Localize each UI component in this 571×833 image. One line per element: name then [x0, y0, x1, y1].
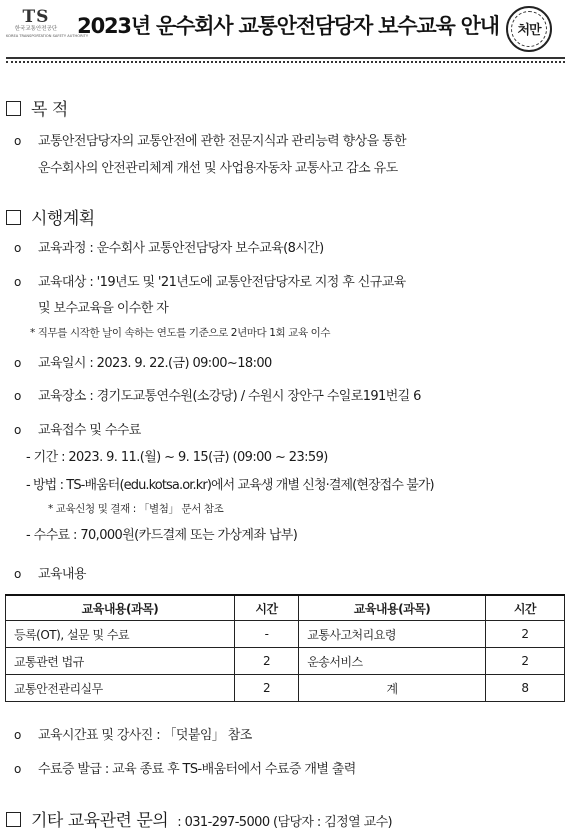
section-heading-plan: [6, 204, 95, 229]
header-dotted-divider: [6, 61, 565, 63]
table-cell: 8: [485, 675, 564, 702]
plan-method-note: * 교육신청 및 결재 : 「별첨」 문서 참조: [48, 503, 224, 515]
section-heading-text: 목 적: [31, 100, 68, 120]
circle-bullet-icon: o: [14, 356, 21, 370]
logo-subtitle-english: KOREA TRANSPORTATION SAFETY AUTHORITY: [6, 34, 89, 38]
circle-bullet-icon: o: [14, 423, 21, 437]
course-table: [5, 594, 565, 702]
section-contact: [6, 806, 392, 831]
square-bullet-icon: [6, 812, 21, 827]
purpose-line-2: 운수회사의 안전관리체계 개선 및 사업용자동차 교통사고 감소 유도: [38, 161, 398, 176]
table-header: 시간: [485, 595, 564, 621]
circle-bullet-icon: o: [14, 728, 21, 742]
circle-bullet-icon: o: [14, 134, 21, 148]
circle-bullet-icon: o: [14, 389, 21, 403]
section-heading-text: 기타 교육관련 문의: [31, 811, 169, 831]
circle-bullet-icon: o: [14, 762, 21, 776]
seal-text: 처만: [517, 23, 541, 38]
table-cell: -: [234, 621, 298, 648]
circle-bullet-icon: o: [14, 567, 21, 581]
table-header: 시간: [234, 595, 298, 621]
plan-target-note: * 직무를 시작한 날이 속하는 연도를 기준으로 2년마다 1회 교육 이수: [30, 327, 331, 339]
table-cell: 등록(OT), 설문 및 수료: [6, 621, 235, 648]
table-cell: 운송서비스: [299, 648, 486, 675]
plan-period: - 기간 : 2023. 9. 11.(월) ~ 9. 15(금) (09:00 ~ 23:59): [26, 450, 328, 465]
square-bullet-icon: [6, 210, 21, 225]
table-row: [6, 621, 565, 648]
table-cell: 교통안전관리실무: [6, 675, 235, 702]
plan-registration-text: 교육접수 및 수수료: [38, 423, 141, 438]
table-cell: 2: [485, 621, 564, 648]
square-bullet-icon: [6, 101, 21, 116]
plan-content-heading-text: 교육내용: [38, 567, 86, 582]
table-cell: 2: [234, 648, 298, 675]
plan-course-text: 교육과정 : 운수회사 교통안전담당자 보수교육(8시간): [38, 241, 324, 256]
plan-content-heading: [14, 563, 86, 582]
plan-target-text-1: 교육대상 : '19년도 및 '21년도에 교통안전담당자로 지정 후 신규교육: [38, 275, 406, 290]
schedule-reference: [14, 724, 252, 743]
purpose-text-1: 교통안전담당자의 교통안전에 관한 전문지식과 관리능력 향상을 통한: [38, 134, 406, 149]
contact-detail: : 031-297-5000 (담당자 : 김정열 교수): [177, 815, 393, 830]
mascot-seal-icon: [506, 6, 552, 52]
section-heading-purpose: [6, 95, 68, 120]
plan-date: [14, 352, 272, 371]
section-heading-text: 시행계획: [31, 209, 95, 229]
circle-bullet-icon: o: [14, 241, 21, 255]
plan-registration: [14, 419, 141, 438]
table-header: 교육내용(과목): [299, 595, 486, 621]
plan-course: [14, 237, 324, 256]
certificate-issue: [14, 758, 356, 777]
logo-text: TS: [22, 7, 50, 27]
plan-place-text: 교육장소 : 경기도교통연수원(소강당) / 수원시 장안구 수일로191번길 6: [38, 389, 421, 404]
purpose-line-1: [14, 130, 406, 149]
table-cell: 교통관련 법규: [6, 648, 235, 675]
ts-logo: [6, 7, 89, 46]
plan-date-text: 교육일시 : 2023. 9. 22.(금) 09:00~18:00: [38, 356, 272, 371]
header-divider: [6, 57, 565, 59]
table-row: [6, 675, 565, 702]
table-cell: 2: [485, 648, 564, 675]
table-cell: 2: [234, 675, 298, 702]
logo-subtitle-korean: 한국교통안전공단: [14, 26, 58, 32]
circle-bullet-icon: o: [14, 275, 21, 289]
schedule-reference-text: 교육시간표 및 강사진 : 「덧붙임」 참조: [38, 728, 252, 743]
table-header: 교육내용(과목): [6, 595, 235, 621]
table-cell: 교통사고처리요령: [299, 621, 486, 648]
plan-place: [14, 385, 421, 404]
table-header-row: [6, 595, 565, 621]
table-total-label: 계: [299, 675, 486, 702]
plan-target-line-2: 및 보수교육을 이수한 자: [38, 301, 169, 316]
plan-method: - 방법 : TS-배움터(edu.kotsa.or.kr)에서 교육생 개별 신청·결제(현장접수 불가): [26, 478, 434, 493]
plan-fee: - 수수료 : 70,000원(카드결제 또는 가상계좌 납부): [26, 528, 298, 543]
section-heading-contact: [6, 811, 168, 831]
certificate-issue-text: 수료증 발급 : 교육 종료 후 TS-배움터에서 수료증 개별 출력: [38, 762, 356, 777]
page-title: 2023년 운수회사 교통안전담당자 보수교육 안내: [77, 14, 499, 38]
table-row: [6, 648, 565, 675]
plan-target: [14, 271, 406, 290]
